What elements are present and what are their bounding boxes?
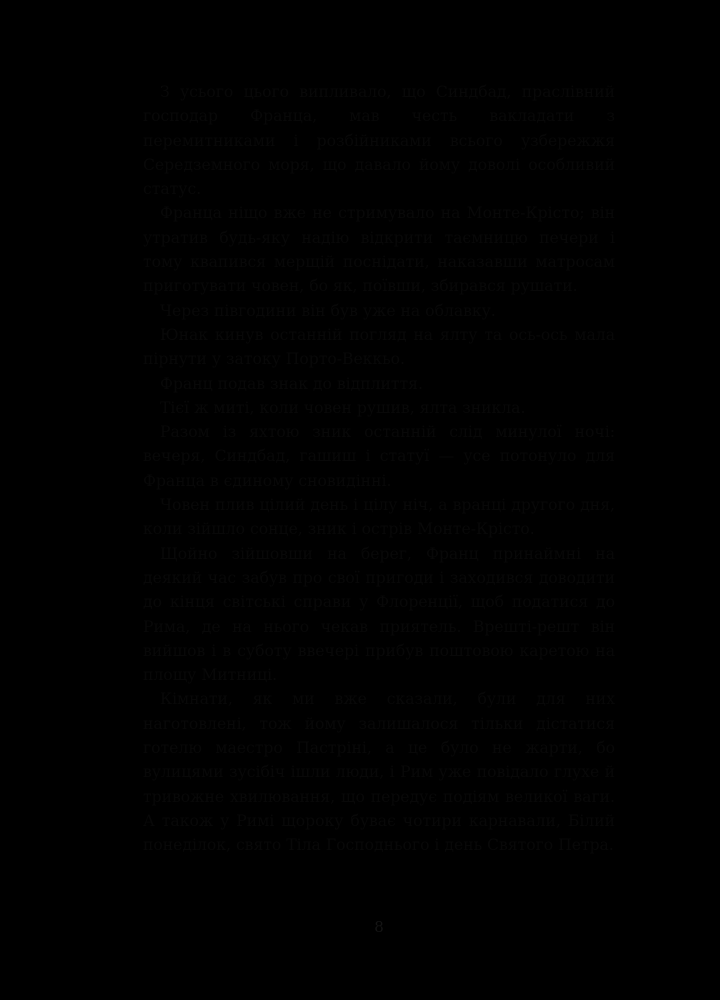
paragraph: Через півгодини він був уже на облавку. — [160, 301, 496, 320]
paragraph: Франц подав знак до відплиття. — [160, 374, 423, 393]
paragraph: Щойно зійшовши на берег, Франц принаймні на деякий час забув про свої пригоди і заходився доводити до кінця світські справи у Флоренції, щоб податися до Рима, де на нього чекав приятель. Врешті-решт він вийшов і в суботу ввечері прибув поштовою каретою на площу Митниці. — [143, 544, 615, 685]
page-body — [143, 80, 615, 858]
paragraph: Франца ніщо вже не стримувало на Монте-Крісто; він утратив будь-яку надію відкрити таємницю печери і тому квапився мерщій поснідати, наказавши матросам приготувати човен, бо як, поївши, збирався рушати. — [143, 204, 615, 296]
paragraph: Разом із яхтою зник останній слід минулої ночі: вечеря, Синдбад, гашиш і статуї — усе потонуло для Франца в єдиному сновидінні. — [143, 423, 615, 490]
paragraph: Кімнати, як ми вже сказали, були для них наготовлені, тож йому залишалося тільки дістатися готелю маестро Пастріні, а це було не жарти, бо вулицями зусібіч ішли люди, і Рим уже повідало глухе й тривожне хвилювання, що передує подіям великої ваги. А також у Римі щороку буває чотири карнавали, Білий понеділок, свято Тіла Господнього і день Святого Петра. — [143, 690, 615, 855]
paragraph: З усього цього випливало, що Синдбад, праслівний господар Франца, мав честь вакладати з перемитниками і розбійниками всього узбережжя Середземного моря, що давало йому доволі особливий статус. — [143, 83, 615, 199]
paragraph: Тієї ж миті, коли човен рушив, ялта зникла. — [160, 398, 526, 417]
paragraph: Юнак кинув останній погляд на ялту та ось-ось мала пірнути у затоку Порто-Веккьо. — [143, 325, 615, 369]
page-number: 8 — [374, 918, 384, 936]
paragraph: Човен плив цілий день і цілу ніч, а вранці другого дня, коли зійшло сонце, зник і острів Монте-Крісто. — [143, 496, 615, 539]
